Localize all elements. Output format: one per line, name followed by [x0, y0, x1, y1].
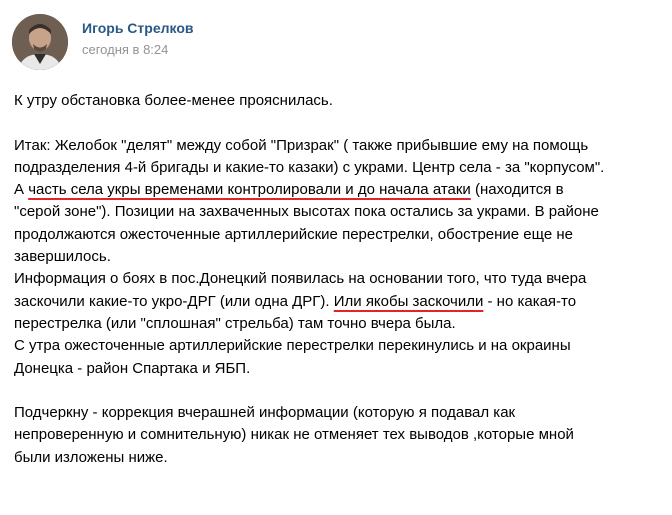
text-span: А: [14, 181, 29, 199]
post-line: были изложены ниже.: [14, 448, 168, 466]
post-line: Подчеркну - коррекция вчерашней информации (которую я подавал как: [14, 404, 516, 422]
post-line: "серой зоне"). Позиции на захваченных высотах пока остались за украми. В районе: [14, 203, 599, 221]
post-line: завершилось.: [14, 248, 111, 266]
text-span: - но какая-то: [483, 292, 577, 310]
post-line: Информация о боях в пос.Донецкий появилась на основании того, что туда вчера: [14, 270, 587, 288]
paragraph-gap: [14, 380, 666, 402]
post-line: Донецка - район Спартака и ЯБП.: [14, 359, 251, 377]
avatar[interactable]: [12, 14, 68, 70]
post-line: [14, 291, 666, 313]
text-span: (находится в: [470, 181, 564, 199]
post-line: [14, 179, 666, 201]
post-timestamp[interactable]: сегодня в 8:24: [82, 42, 169, 57]
post-line: продолжаются ожесточенные артиллерийские перестрелки, обострение еще не: [14, 225, 573, 243]
person-icon: [12, 14, 68, 70]
post-text: [14, 90, 666, 469]
paragraph-gap: [14, 112, 666, 134]
post-line: Итак: Желобок "делят" между собой "Призрак" ( также прибывшие ему на помощь: [14, 136, 589, 154]
post-line: подразделения 4-й бригады и какие-то казаки) с украми. Центр села - за "корпусом".: [14, 158, 605, 176]
post-line: непроверенную и сомнительную) никак не отменяет тех выводов ,которые мной: [14, 426, 574, 444]
author-name-link[interactable]: Игорь Стрелков: [82, 20, 194, 36]
post-header: [12, 14, 652, 70]
underlined-text: часть села укры временами контролировали и до начала атаки: [28, 181, 471, 199]
text-span: заскочили какие-то укро-ДРГ (или одна ДРГ).: [14, 292, 334, 310]
post-line: С утра ожесточенные артиллерийские перестрелки перекинулись и на окраины: [14, 337, 571, 355]
post-line: перестрелка (или "сплошная" стрельба) там точно вчера была.: [14, 314, 456, 332]
post-line: К утру обстановка более-менее прояснилась.: [14, 92, 333, 109]
underlined-text: Или якобы заскочили: [333, 292, 484, 310]
